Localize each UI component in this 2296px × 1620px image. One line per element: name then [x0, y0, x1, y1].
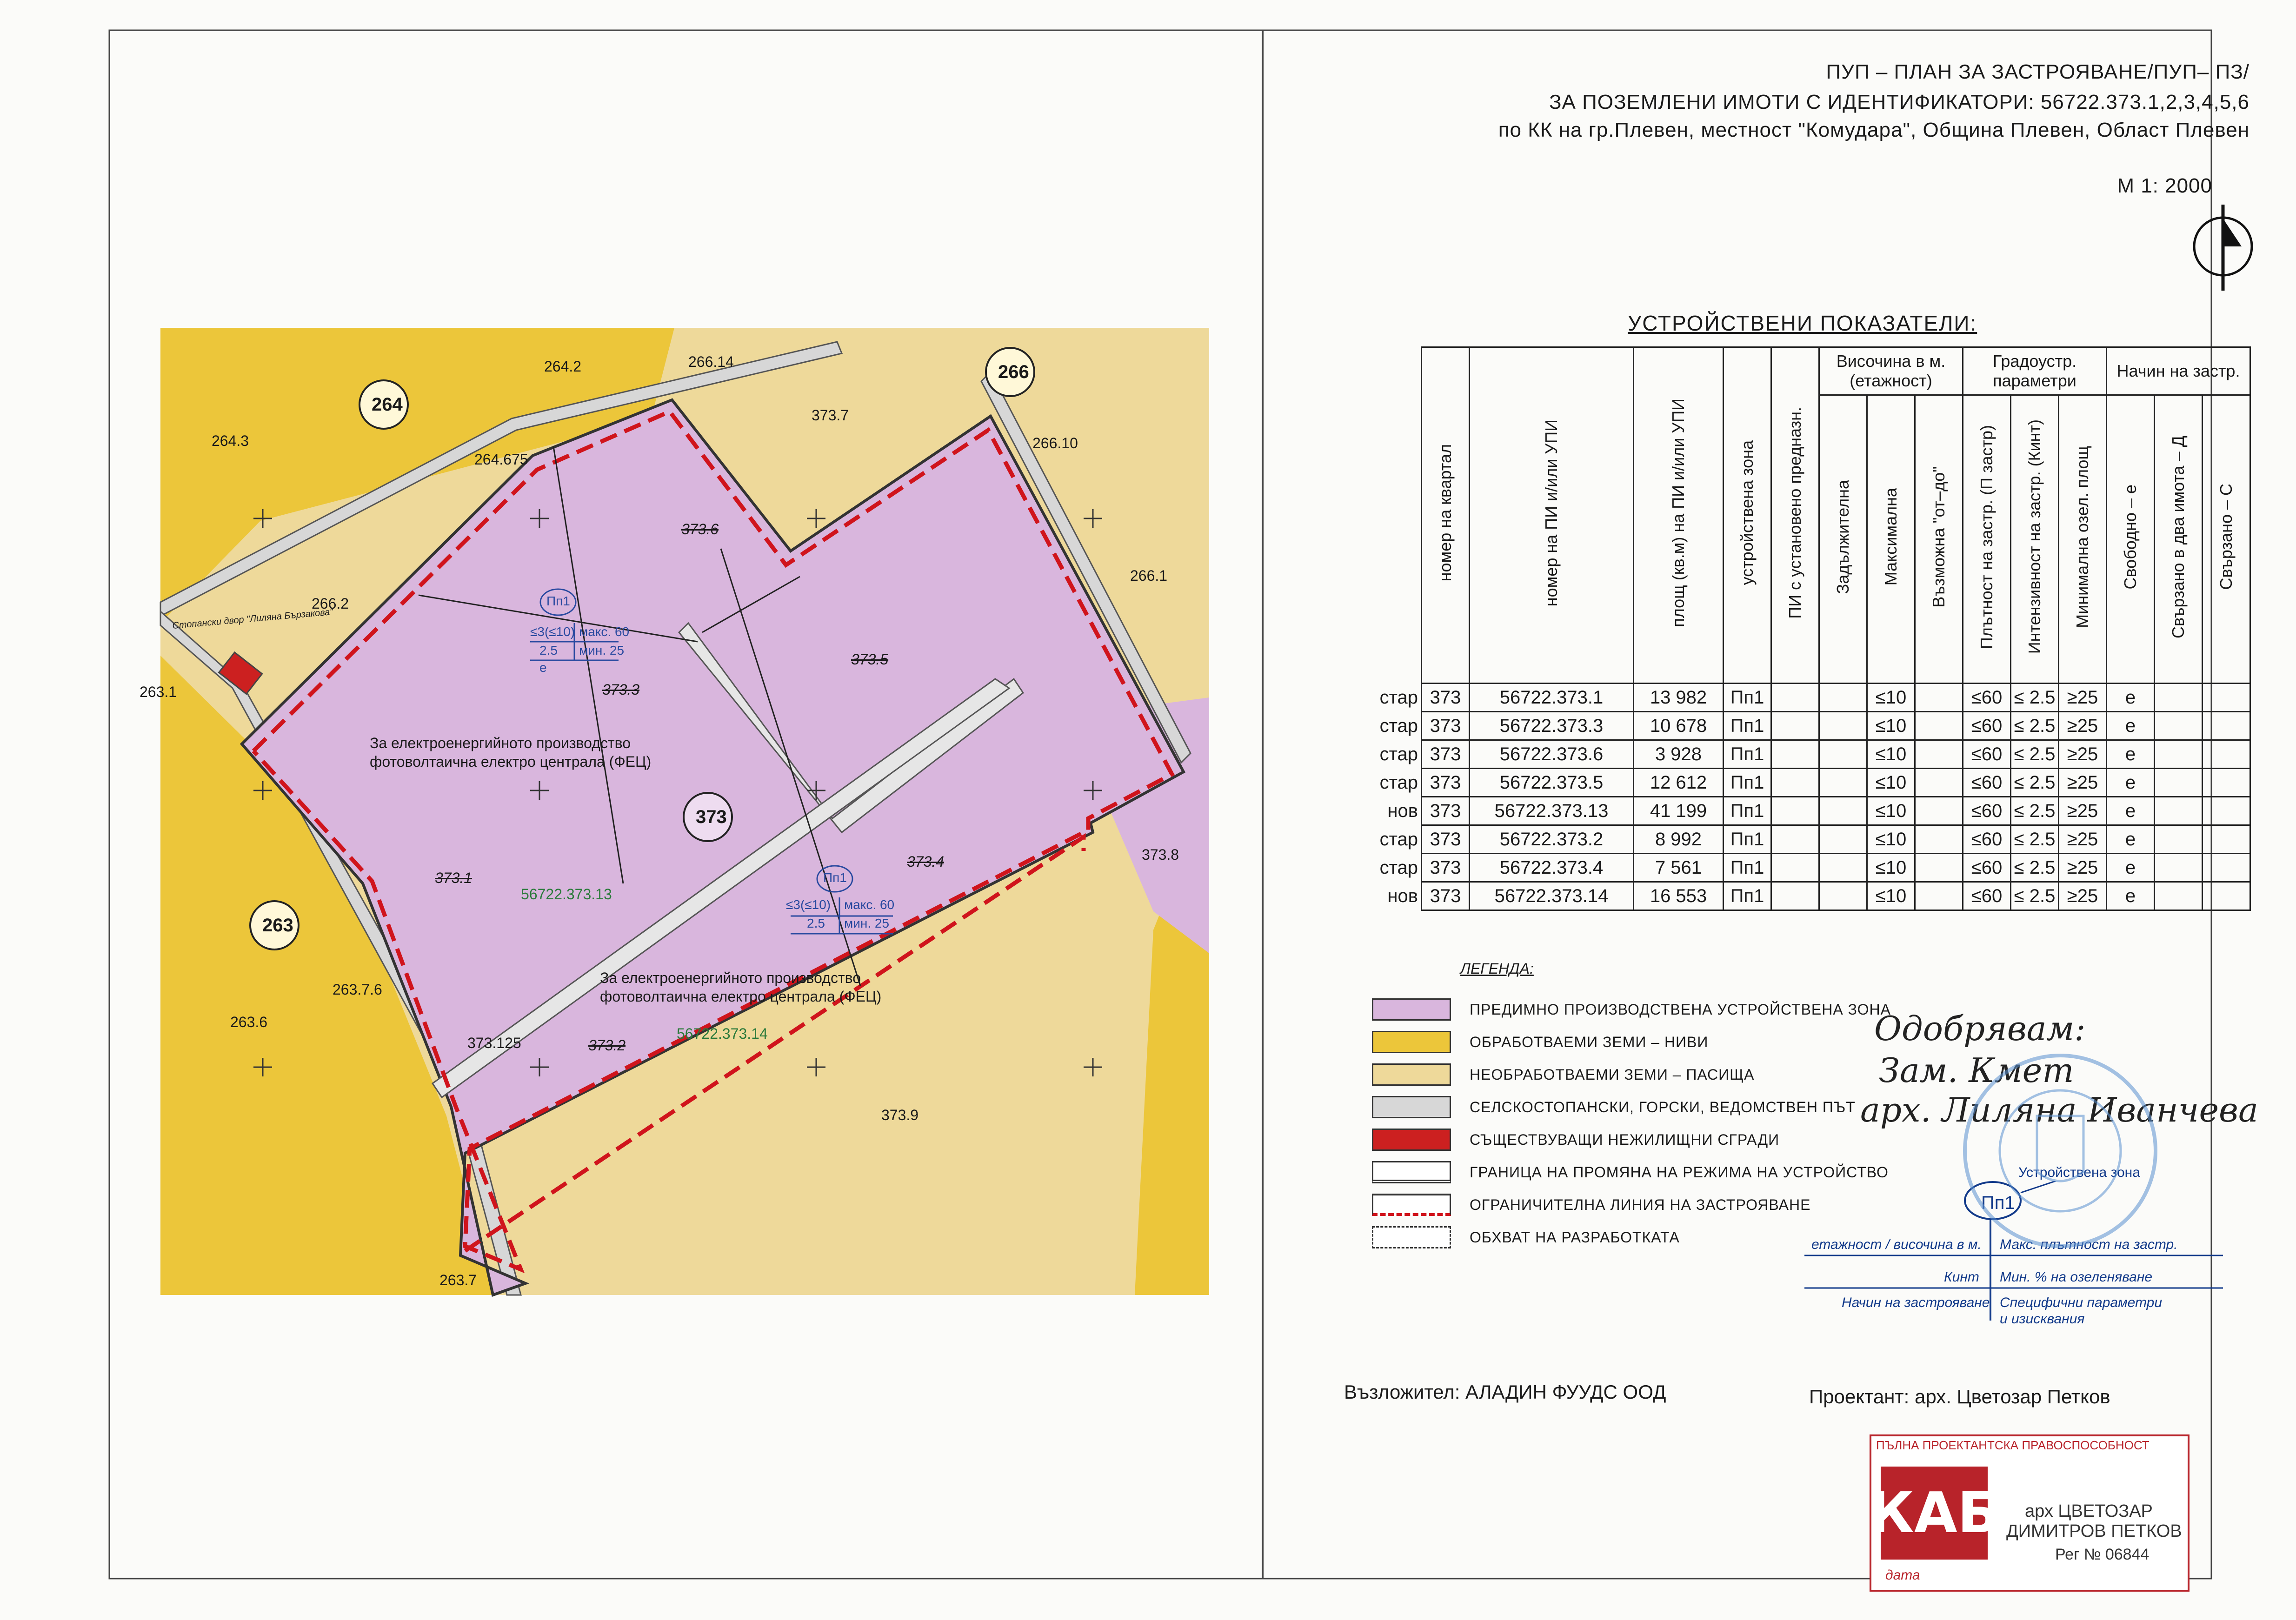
legend-swatch — [1372, 1194, 1451, 1216]
row-mode: е — [2107, 854, 2155, 882]
parcel-label: 266.14 — [688, 353, 734, 370]
legend-item — [1372, 1028, 1708, 1056]
row-purpose — [1771, 769, 1819, 797]
legend-heading: ЛЕГЕНДА: — [1460, 960, 1534, 977]
row-max: ≤10 — [1867, 684, 1915, 712]
indicators-table — [1374, 346, 2251, 911]
designer-stamp — [1870, 1434, 2190, 1592]
block-263-label: 263 — [262, 915, 293, 936]
col-linked: Свързано – С — [2216, 484, 2236, 590]
table-row — [1374, 712, 2250, 740]
old-parcel-label: 373.2 — [588, 1037, 626, 1054]
block-373-label: 373 — [696, 807, 727, 827]
row-intensity: ≤ 2.5 — [2011, 825, 2059, 854]
municipal-seal-icon — [1949, 1051, 2172, 1251]
approval-line-1: Одобрявам: — [1874, 1009, 2086, 1048]
legend-swatch — [1372, 1096, 1451, 1118]
row-purpose — [1771, 740, 1819, 769]
group-mode: Начин на застр. — [2107, 347, 2250, 395]
zone-text-line2: фотоволтаична електро централа (ФЕЦ) — [370, 753, 652, 770]
stamp-logo-text: КАБ — [1868, 1481, 2000, 1546]
row-area: 16 553 — [1634, 882, 1724, 910]
row-range — [1915, 825, 1963, 854]
row-range — [1915, 854, 1963, 882]
row-max: ≤10 — [1867, 882, 1915, 910]
legend-swatch — [1372, 1031, 1451, 1053]
stamp-name-1: арх ЦВЕТОЗАР — [2025, 1501, 2153, 1521]
col-area: площ (кв.м) на ПИ и/или УПИ — [1669, 398, 1688, 627]
zone-text-line2: фотоволтаична електро централа (ФЕЦ) — [600, 988, 882, 1005]
row-range — [1915, 882, 1963, 910]
row-zone: Пп1 — [1724, 712, 1771, 740]
row-zone: Пп1 — [1724, 797, 1771, 825]
row-range — [1915, 712, 1963, 740]
row-density: ≤60 — [1963, 854, 2011, 882]
row-range — [1915, 684, 1963, 712]
row-state: нов — [1387, 800, 1418, 821]
zone-note-left1: етажност / височина в м. — [1811, 1237, 1982, 1252]
assignor: Възложител: АЛАДИН ФУУДС ООД — [1344, 1381, 1666, 1403]
stamp-title: ПЪЛНА ПРОЕКТАНТСКА ПРАВОСПОСОБНОСТ — [1876, 1438, 2150, 1452]
stamp-name-2: ДИМИТРОВ ПЕТКОВ — [2006, 1521, 2182, 1541]
row-mandatory — [1819, 825, 1867, 854]
zone-note-left3: Начин на застрояване — [1842, 1295, 1990, 1310]
col-purpose: ПИ с установено предназн. — [1785, 407, 1804, 619]
zone-box-green: мин. 25 — [579, 643, 625, 657]
row-mode: е — [2107, 740, 2155, 769]
zone-box-code: Пп1 — [823, 870, 847, 885]
row-purpose — [1771, 882, 1819, 910]
block-266-label: 266 — [998, 362, 1029, 382]
col-free: Свободно – е — [2121, 484, 2140, 590]
row-two — [2155, 769, 2203, 797]
row-two — [2155, 797, 2203, 825]
row-intensity: ≤ 2.5 — [2011, 854, 2059, 882]
legend-item — [1372, 1190, 1810, 1219]
parcel-label: 373.125 — [467, 1035, 521, 1051]
row-range — [1915, 797, 1963, 825]
row-id: 56722.373.13 — [1470, 797, 1634, 825]
row-area: 41 199 — [1634, 797, 1724, 825]
row-state: стар — [1379, 687, 1418, 708]
row-green: ≥25 — [2059, 825, 2107, 854]
parcel-label: 263.7 — [439, 1272, 477, 1288]
parcel-label: 266.10 — [1032, 435, 1078, 451]
row-zone: Пп1 — [1724, 769, 1771, 797]
legend-label: ГРАНИЦА НА ПРОМЯНА НА РЕЖИМА НА УСТРОЙСТВО — [1470, 1163, 1889, 1181]
stamp-logo — [1868, 1467, 2000, 1560]
table-row — [1374, 769, 2250, 797]
row-two — [2155, 882, 2203, 910]
row-linked — [2203, 740, 2250, 769]
row-state: стар — [1379, 829, 1418, 850]
row-area: 7 561 — [1634, 854, 1724, 882]
row-density: ≤60 — [1963, 825, 2011, 854]
row-mandatory — [1819, 740, 1867, 769]
row-id: 56722.373.1 — [1470, 684, 1634, 712]
row-linked — [2203, 712, 2250, 740]
row-state: стар — [1379, 857, 1418, 878]
row-purpose — [1771, 684, 1819, 712]
col-id: номер на ПИ и/или УПИ — [1542, 419, 1561, 607]
parcel-label: 373.7 — [812, 407, 849, 424]
row-area: 10 678 — [1634, 712, 1724, 740]
row-density: ≤60 — [1963, 684, 2011, 712]
col-green: Минимална озел. площ — [2073, 445, 2092, 628]
row-green: ≥25 — [2059, 854, 2107, 882]
zone-text-line1: За електроенергийното производство — [370, 735, 631, 751]
row-intensity: ≤ 2.5 — [2011, 684, 2059, 712]
table-row — [1374, 740, 2250, 769]
row-zone: Пп1 — [1724, 684, 1771, 712]
legend-label: СЪЩЕСТВУВАЩИ НЕЖИЛИЩНИ СГРАДИ — [1470, 1131, 1780, 1148]
building-label: Стопански двор "Лиляна Бързакова" — [172, 606, 334, 631]
zone-note-right1: Макс. плътност на застр. — [2000, 1237, 2178, 1252]
row-linked — [2203, 825, 2250, 854]
legend-label: СЕЛСКОСТОПАНСКИ, ГОРСКИ, ВЕДОМСТВЕН ПЪТ — [1470, 1098, 1856, 1115]
zone-note-left2: Кинт — [1944, 1269, 1979, 1285]
row-purpose — [1771, 797, 1819, 825]
row-two — [2155, 825, 2203, 854]
row-linked — [2203, 684, 2250, 712]
row-density: ≤60 — [1963, 712, 2011, 740]
legend-swatch — [1372, 1063, 1451, 1086]
row-id: 56722.373.14 — [1470, 882, 1634, 910]
old-parcel-label: 373.3 — [602, 681, 640, 698]
new-parcel-label: 56722.373.13 — [521, 886, 612, 903]
zone-box-mode: е — [539, 660, 547, 675]
row-id: 56722.373.6 — [1470, 740, 1634, 769]
table-row — [1374, 797, 2250, 825]
approval-line-3: арх. Лиляна Иванчева — [1860, 1090, 2258, 1129]
col-range: Възможна "от–до" — [1929, 466, 1948, 608]
row-block: 373 — [1422, 684, 1470, 712]
row-area: 13 982 — [1634, 684, 1724, 712]
row-density: ≤60 — [1963, 769, 2011, 797]
row-mandatory — [1819, 769, 1867, 797]
row-block: 373 — [1422, 740, 1470, 769]
row-block: 373 — [1422, 882, 1470, 910]
row-area: 8 992 — [1634, 825, 1724, 854]
designer: Проектант: арх. Цветозар Петков — [1809, 1386, 2110, 1408]
row-block: 373 — [1422, 825, 1470, 854]
block-264-label: 264 — [372, 394, 403, 415]
legend-item — [1372, 995, 1891, 1024]
group-params: Градоустр. параметри — [1963, 347, 2107, 395]
parcel-label: 264.2 — [544, 358, 582, 375]
row-id: 56722.373.4 — [1470, 854, 1634, 882]
zone-box-height: ≤3(≤10) — [786, 897, 831, 912]
row-mandatory — [1819, 797, 1867, 825]
approval-line-2: Зам. Кмет — [1879, 1051, 2074, 1090]
row-max: ≤10 — [1867, 712, 1915, 740]
row-mode: е — [2107, 712, 2155, 740]
row-state: нов — [1387, 885, 1418, 906]
zone-note-right2: Мин. % на озеленяване — [2000, 1269, 2153, 1285]
legend-label: ОБХВАТ НА РАЗРАБОТКАТА — [1470, 1228, 1680, 1246]
parcel-label: 264.3 — [212, 432, 249, 449]
table-row — [1374, 882, 2250, 910]
zone-box-dens: макс. 60 — [844, 897, 895, 912]
row-id: 56722.373.2 — [1470, 825, 1634, 854]
legend-label: ОГРАНИЧИТЕЛНА ЛИНИЯ НА ЗАСТРОЯВАНЕ — [1470, 1196, 1811, 1213]
legend-item — [1372, 1223, 1680, 1252]
group-height: Височина в м. (етажност) — [1819, 347, 1963, 395]
old-parcel-label: 373.6 — [681, 521, 719, 538]
legend-label: НЕОБРАБОТВАЕМИ ЗЕМИ – ПАСИЩА — [1470, 1066, 1755, 1083]
row-intensity: ≤ 2.5 — [2011, 882, 2059, 910]
row-state: стар — [1379, 772, 1418, 793]
row-zone: Пп1 — [1724, 882, 1771, 910]
row-green: ≥25 — [2059, 882, 2107, 910]
col-intensity: Интензивност на застр. (Кинт) — [2025, 419, 2044, 654]
legend-swatch — [1372, 998, 1451, 1021]
row-two — [2155, 854, 2203, 882]
title-line-2: ЗА ПОЗЕМЛЕНИ ИМОТИ С ИДЕНТИФИКАТОРИ: 56722.373.1,2,3,4,5,6 — [1549, 91, 2249, 113]
legend-label: ОБРАБОТВАЕМИ ЗЕМИ – НИВИ — [1470, 1033, 1709, 1050]
zone-box-kint: 2.5 — [539, 643, 558, 657]
zone-box-dens: макс. 60 — [579, 624, 630, 639]
legend-label: ПРЕДИМНО ПРОИЗВОДСТВЕНА УСТРОЙСТВЕНА ЗОНА — [1470, 1001, 1891, 1018]
row-range — [1915, 740, 1963, 769]
row-state: стар — [1379, 715, 1418, 736]
row-purpose — [1771, 712, 1819, 740]
parcel-label: 264.675 — [474, 451, 528, 468]
col-block: номер на квартал — [1436, 444, 1455, 582]
table-heading: УСТРОЙСТВЕНИ ПОКАЗАТЕЛИ: — [1628, 311, 1977, 335]
stamp-reg: Рег № 06844 — [2055, 1546, 2150, 1563]
legend-swatch — [1372, 1161, 1451, 1183]
row-mode: е — [2107, 882, 2155, 910]
legend-item — [1372, 1093, 1856, 1122]
parcel-label: 263.1 — [140, 684, 177, 700]
parcel-label: 373.9 — [881, 1107, 919, 1123]
row-mandatory — [1819, 854, 1867, 882]
zone-note-right3b: и изисквания — [2000, 1311, 2085, 1327]
row-max: ≤10 — [1867, 740, 1915, 769]
row-id: 56722.373.5 — [1470, 769, 1634, 797]
row-mode: е — [2107, 825, 2155, 854]
legend-item — [1372, 1060, 1754, 1089]
row-id: 56722.373.3 — [1470, 712, 1634, 740]
row-max: ≤10 — [1867, 797, 1915, 825]
row-area: 3 928 — [1634, 740, 1724, 769]
legend-swatch — [1372, 1226, 1451, 1248]
col-two: Свързано в два имота – Д — [2169, 435, 2188, 638]
row-two — [2155, 740, 2203, 769]
title-line-1: ПУП – ПЛАН ЗА ЗАСТРОЯВАНЕ/ПУП– ПЗ/ — [1826, 60, 2249, 83]
zone-box-green: мин. 25 — [844, 916, 890, 930]
col-density: Плътност на застр. (П застр) — [1977, 425, 1996, 649]
zone-box-kint: 2.5 — [807, 916, 825, 930]
row-linked — [2203, 797, 2250, 825]
stamp-date: дата — [1885, 1567, 1920, 1583]
row-green: ≥25 — [2059, 740, 2107, 769]
row-green: ≥25 — [2059, 712, 2107, 740]
col-mandatory: Задължителна — [1833, 479, 1852, 594]
row-block: 373 — [1422, 854, 1470, 882]
row-area: 12 612 — [1634, 769, 1724, 797]
old-parcel-label: 373.1 — [435, 870, 473, 886]
zone-box-height: ≤3(≤10) — [530, 624, 575, 639]
parcel-label: 266.1 — [1130, 567, 1168, 584]
zone-note-right3a: Специфични параметри — [2000, 1295, 2162, 1310]
row-mandatory — [1819, 712, 1867, 740]
legend-item — [1372, 1125, 1779, 1154]
new-parcel-label: 56722.373.14 — [677, 1025, 768, 1042]
row-intensity: ≤ 2.5 — [2011, 712, 2059, 740]
row-green: ≥25 — [2059, 797, 2107, 825]
row-green: ≥25 — [2059, 769, 2107, 797]
old-parcel-label: 373.5 — [851, 651, 889, 668]
scale: М 1: 2000 — [2117, 174, 2212, 197]
legend-swatch — [1372, 1129, 1451, 1151]
row-zone: Пп1 — [1724, 825, 1771, 854]
table-row — [1374, 825, 2250, 854]
col-zone: устройствена зона — [1737, 440, 1757, 585]
row-max: ≤10 — [1867, 769, 1915, 797]
row-mandatory — [1819, 882, 1867, 910]
zone-note-label: Устройствена зона — [2018, 1165, 2140, 1180]
zone-box-code: Пп1 — [546, 594, 570, 608]
row-mode: е — [2107, 797, 2155, 825]
row-mandatory — [1819, 684, 1867, 712]
table-row — [1374, 684, 2250, 712]
parcel-label: 266.2 — [312, 595, 349, 612]
row-mode: е — [2107, 769, 2155, 797]
parcel-label: 373.8 — [1142, 846, 1179, 863]
row-linked — [2203, 769, 2250, 797]
table-row — [1374, 854, 2250, 882]
row-purpose — [1771, 825, 1819, 854]
row-range — [1915, 769, 1963, 797]
row-max: ≤10 — [1867, 825, 1915, 854]
zone-text-line1: За електроенергийното производство — [600, 969, 861, 986]
row-zone: Пп1 — [1724, 740, 1771, 769]
row-green: ≥25 — [2059, 684, 2107, 712]
row-two — [2155, 684, 2203, 712]
row-block: 373 — [1422, 712, 1470, 740]
parcel-label: 263.6 — [230, 1014, 268, 1030]
row-purpose — [1771, 854, 1819, 882]
row-intensity: ≤ 2.5 — [2011, 740, 2059, 769]
row-max: ≤10 — [1867, 854, 1915, 882]
row-block: 373 — [1422, 769, 1470, 797]
old-parcel-label: 373.4 — [907, 853, 945, 870]
col-max: Максимална — [1881, 488, 1900, 586]
row-linked — [2203, 882, 2250, 910]
title-line-3: по КК на гр.Плевен, местност "Комудара", Община Плевен, Област Плевен — [1498, 119, 2249, 141]
row-density: ≤60 — [1963, 882, 2011, 910]
row-linked — [2203, 854, 2250, 882]
row-intensity: ≤ 2.5 — [2011, 797, 2059, 825]
row-block: 373 — [1422, 797, 1470, 825]
row-density: ≤60 — [1963, 797, 2011, 825]
row-intensity: ≤ 2.5 — [2011, 769, 2059, 797]
row-mode: е — [2107, 684, 2155, 712]
row-two — [2155, 712, 2203, 740]
row-density: ≤60 — [1963, 740, 2011, 769]
parcel-label: 263.7.6 — [333, 981, 382, 998]
row-state: стар — [1379, 744, 1418, 764]
zone-note-code: Пп1 — [1981, 1193, 2015, 1213]
row-zone: Пп1 — [1724, 854, 1771, 882]
